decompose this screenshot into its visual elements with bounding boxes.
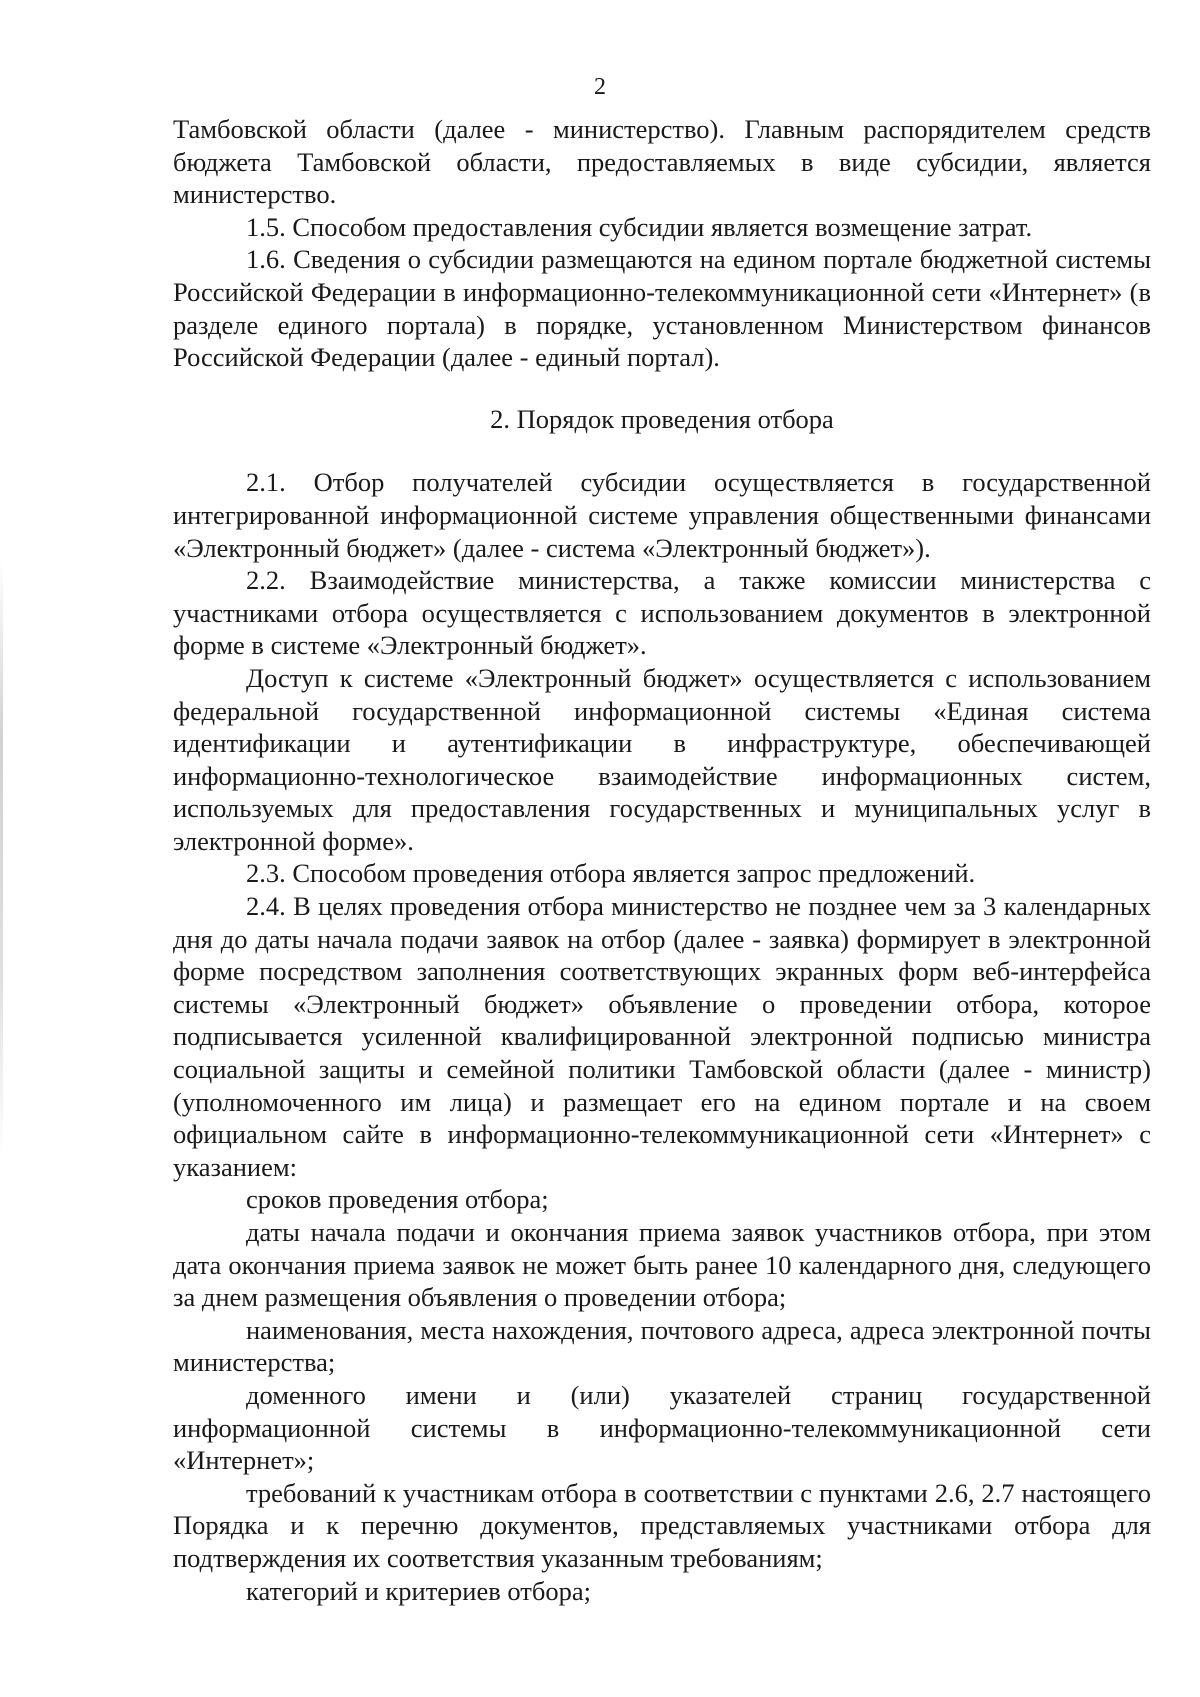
page-number: 2 xyxy=(594,74,606,100)
list-paragraph: доменного имени и (или) указателей страниц государственной информационной системы в информационно-телекоммуникационной сети «Интернет»; xyxy=(173,1379,1151,1476)
paragraph: 2.3. Способом проведения отбора является запрос предложений. xyxy=(246,858,976,889)
list-paragraph: требований к участникам отбора в соответствии с пунктами 2.6, 2.7 настоящего Порядка и к перечню документов, представляемых участниками отбора для подтверждения их соответствия указанным требованиям; xyxy=(173,1477,1151,1573)
document-body xyxy=(173,113,1151,1607)
paragraph: Доступ к системе «Электронный бюджет» осуществляется с использованием федеральной государственной информационной системы «Единая система идентификации и аутентификации в инфраструктуре, обеспечивающей информационно-технологическое взаимодействие информационных систем, используемых для предоставления государственных и муниципальных услуг в электронной форме». xyxy=(173,662,1151,856)
section-heading: 2. Порядок проведения отбора xyxy=(490,403,834,434)
paragraph: 1.5. Способом предоставления субсидии является возмещение затрат. xyxy=(246,211,1033,242)
paragraph: Тамбовской области (далее - министерство). Главным распорядителем средств бюджета Тамбовской области, предоставляемых в виде субсидии, является министерство. xyxy=(173,114,1151,210)
list-paragraph: категорий и критериев отбора; xyxy=(246,1575,591,1606)
list-paragraph: даты начала подачи и окончания приема заявок участников отбора, при этом дата окончания приема заявок не может быть ранее 10 календарного дня, следующего за днем размещения объявления о проведении отбора; xyxy=(173,1217,1151,1313)
paragraph: 2.1. Отбор получателей субсидии осуществляется в государственной интегрированной информационной системе управления общественными финансами «Электронный бюджет» (далее - система «Электронный бюджет»). xyxy=(173,467,1151,563)
list-paragraph: наименования, места нахождения, почтового адреса, адреса электронной почты министерства; xyxy=(173,1314,1151,1378)
paragraph: 1.6. Сведения о субсидии размещаются на едином портале бюджетной системы Российской Федерации в информационно-телекоммуникационной сети «Интернет» (в разделе единого портала) в порядке, установленном Министерством финансов Российской Федерации (далее - единый портал). xyxy=(173,244,1151,373)
paragraph: 2.2. Взаимодействие министерства, а также комиссии министерства с участниками отбора осуществляется с использованием документов в электронной форме в системе «Электронный бюджет». xyxy=(173,565,1151,661)
list-paragraph: сроков проведения отбора; xyxy=(246,1184,549,1215)
paragraph: 2.4. В целях проведения отбора министерство не позднее чем за 3 календарных дня до даты начала подачи заявок на отбор (далее - заявка) формирует в электронной форме посредством заполнения соответствующих экранных форм веб-интерфейса системы «Электронный бюджет» объявление о проведении отбора, которое подписывается усиленной квалифицированной электронной подписью министра социальной защиты и семейной политики Тамбовской области (далее - министр) (уполномоченного им лица) и размещает его на едином портале и на своем официальном сайте в информационно-телекоммуникационной сети «Интернет» с указанием: xyxy=(173,891,1151,1182)
scan-shadow-edge xyxy=(0,560,3,1160)
